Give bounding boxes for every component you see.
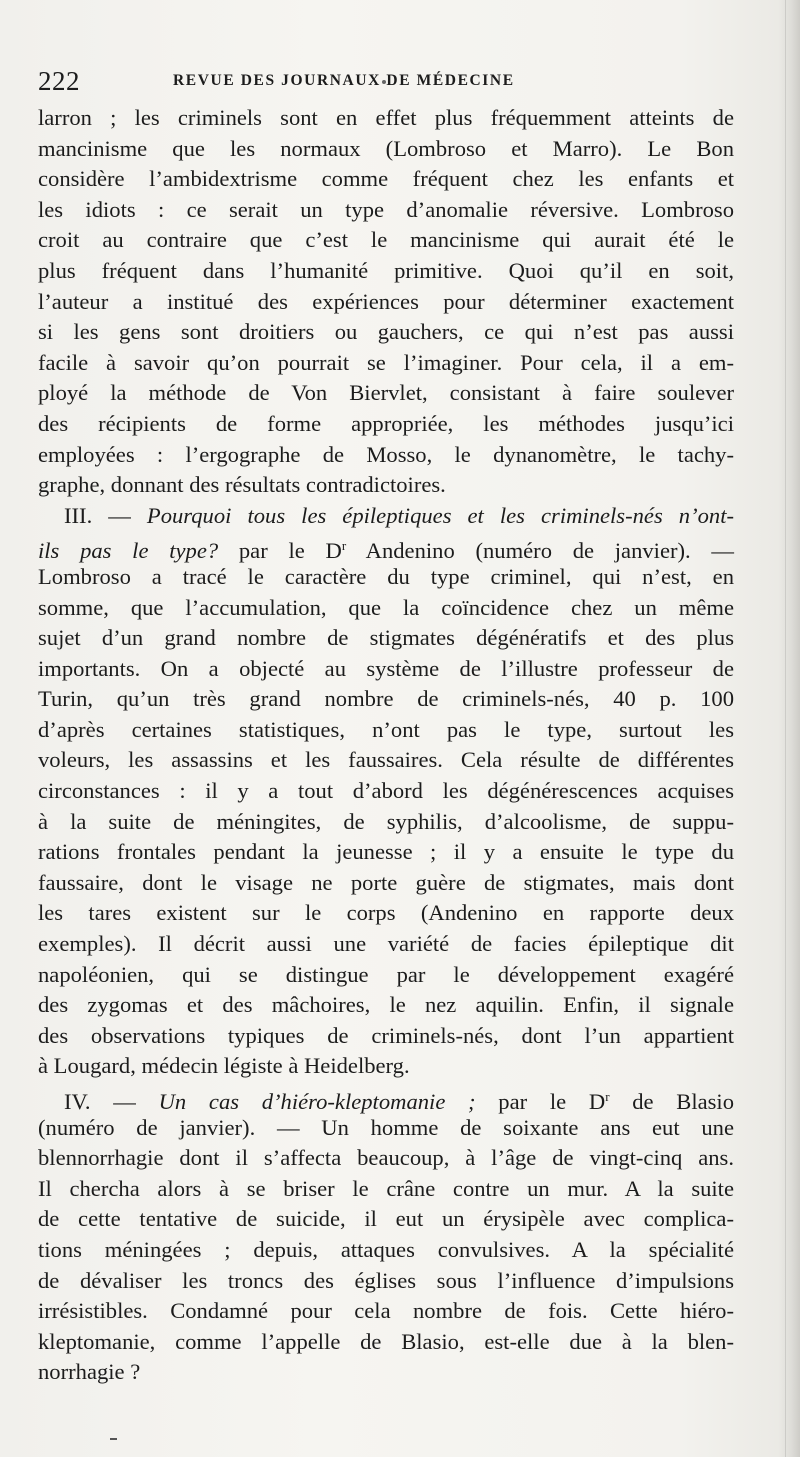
text-line: circonstances : il y a tout d’abord les dégénérescences acquises <box>38 778 734 804</box>
text-line: si les gens sont droitiers ou gauchers, ce qui n’est pas aussi <box>38 319 734 345</box>
text-line: voleurs, les assassins et les faussaires. Cela résulte de différentes <box>38 747 734 773</box>
section-3-heading-line-2 <box>38 531 734 562</box>
section-3-author-prefix: par le D <box>218 538 342 564</box>
section-4-author: de Blasio <box>609 1089 735 1114</box>
text-line: norrhagie ? <box>38 1359 141 1385</box>
text-line: blennorrhagie dont il s’affecta beaucoup, à l’âge de vingt-cinq ans. <box>38 1145 734 1171</box>
text-line: larron ; les criminels sont en effet plus fréquemment atteints de <box>38 105 734 130</box>
page-header <box>38 66 738 102</box>
paragraph-continuation <box>38 103 734 501</box>
text-line: à la suite de méningites, de syphilis, d’alcoolisme, de suppu- <box>38 808 734 834</box>
section-3-author-source: Andenino (numéro de janvier). — <box>346 538 735 564</box>
text-line: employées : l’ergographe de Mosso, le dynanomètre, le tachy- <box>38 441 734 467</box>
section-4-numeral: IV. — <box>64 1089 159 1114</box>
running-head: REVUE DES JOURNAUX DE MÉDECINE <box>173 72 515 89</box>
text-line: graphe, donnant des résultats contradictoires. <box>38 472 446 498</box>
print-mark <box>110 1438 117 1440</box>
doctor-superscript: r <box>341 538 347 554</box>
section-4-heading-line <box>38 1082 734 1113</box>
section-3-heading-line <box>38 501 734 532</box>
text-line: facile à savoir qu’on pourrait se l’imaginer. Pour cela, il a em- <box>38 349 734 375</box>
text-line: les tares existent sur le corps (Andenino en rapporte deux <box>38 900 734 926</box>
text-line: des observations typiques de criminels-nés, dont l’un appartient <box>38 1022 734 1048</box>
text-line: Lombroso a tracé le caractère du type criminel, qui n’est, en <box>38 563 734 589</box>
text-line: l’auteur a institué des expériences pour déterminer exactement <box>38 288 734 314</box>
body-text <box>38 103 734 1388</box>
section-3-numeral: III. — <box>64 502 147 528</box>
text-line: de dévaliser les troncs des églises sous l’influence d’impulsions <box>38 1267 734 1293</box>
section-4-author-prefix: par le D <box>475 1089 606 1114</box>
section-3-title-end: ils pas le type? <box>38 538 219 564</box>
text-line: exemples). Il décrit aussi une variété de facies épileptique dit <box>38 931 734 957</box>
text-line: plus fréquent dans l’humanité primitive. Quoi qu’il en soit, <box>38 257 734 283</box>
section-3-title: Pourquoi tous les épileptiques et les criminels-nés n’ont- <box>146 502 734 528</box>
text-line: importants. On a objecté au système de l’illustre professeur de <box>38 655 734 681</box>
section-3 <box>38 501 734 1082</box>
text-line: ployé la méthode de Von Biervlet, consistant à faire soulever <box>38 380 734 406</box>
page-number: 222 <box>38 66 80 96</box>
text-line: des zygomas et des mâchoires, le nez aquilin. Enfin, il signale <box>38 992 734 1018</box>
text-line: irrésistibles. Condamné pour cela nombre de fois. Cette hiéro- <box>38 1298 734 1324</box>
text-line: des récipients de forme appropriée, les méthodes jusqu’ici <box>38 410 734 436</box>
text-line: de cette tentative de suicide, il eut un érysipèle avec complica- <box>38 1206 734 1232</box>
text-line: tions méningées ; depuis, attaques convulsives. A la spécialité <box>38 1236 734 1262</box>
text-line: croit au contraire que c’est le mancinisme qui aurait été le <box>38 227 734 253</box>
section-4-title: Un cas d’hiéro-kleptomanie ; <box>158 1089 476 1114</box>
text-line: considère l’ambidextrisme comme fréquent chez les enfants et <box>38 166 734 192</box>
text-line: les idiots : ce serait un type d’anomalie réversive. Lombroso <box>38 196 734 222</box>
text-line: rations frontales pendant la jeunesse ; il y a ensuite le type du <box>38 839 734 865</box>
page-edge-shadow <box>778 0 800 1457</box>
text-line: (numéro de janvier). — Un homme de soixante ans eut une <box>38 1114 734 1140</box>
text-line: Il chercha alors à se briser le crâne contre un mur. A la suite <box>38 1175 734 1201</box>
text-line: sujet d’un grand nombre de stigmates dégénératifs et des plus <box>38 625 734 651</box>
doctor-superscript: r <box>605 1089 610 1104</box>
text-line: kleptomanie, comme l’appelle de Blasio, est-elle due à la blen- <box>38 1328 734 1354</box>
page-edge-line <box>785 0 786 1457</box>
text-line: faussaire, dont le visage ne porte guère de stigmates, mais dont <box>38 869 734 895</box>
text-line: somme, que l’accumulation, que la coïncidence chez un même <box>38 594 734 620</box>
text-line: Turin, qu’un très grand nombre de criminels-nés, 40 p. 100 <box>38 686 734 712</box>
section-4 <box>38 1082 734 1388</box>
text-line: d’après certaines statistiques, n’ont pas le type, surtout les <box>38 716 734 742</box>
text-line: napoléonien, qui se distingue par le développement exagéré <box>38 961 734 987</box>
text-line: à Lougard, médecin légiste à Heidelberg. <box>38 1053 410 1079</box>
text-line: mancinisme que les normaux (Lombroso et Marro). Le Bon <box>38 135 734 161</box>
